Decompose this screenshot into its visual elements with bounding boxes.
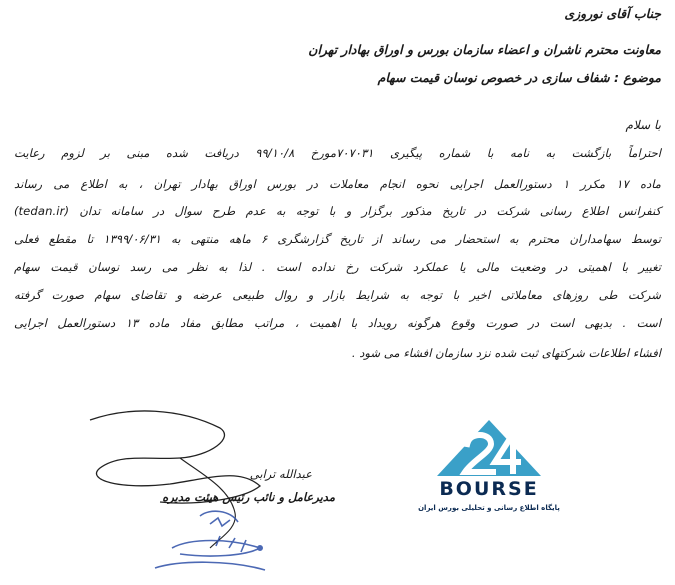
logo-tagline: پایگاه اطلاع رسانی و تحلیلی بورس ایران [418, 504, 560, 512]
body-line-4: توسط سهامداران محترم به استحضار می رساند از تاریخ گزارشگری ۶ ماهه منتهی به ۱۳۹۹/۰۶/۳۱ تا مقطع فعلی [14, 232, 661, 246]
logo-wordmark: BOURSE [439, 478, 539, 500]
body-line-7: است . بدیهی است در صورت وقوع هرگونه رویداد با اهمیت ، مراتب مطابق مفاد ماده ۱۳ دستورالعمل اجرایی [14, 316, 661, 330]
signatory-name: عبدالله ترابی [249, 467, 312, 481]
bourse-logo [405, 418, 573, 528]
signatory-title: مدیرعامل و نائب رئیس هیئت مدیره [162, 490, 335, 504]
subject-line: موضوع : شفاف سازی در خصوص نوسان قیمت سهام [377, 70, 661, 85]
body-line-5: تغییر با اهمیتی در وضعیت مالی یا عملکرد شرکت رخ نداده است . لذا به نظر می رسد نوسان قیمت سهام [14, 260, 661, 274]
bourse-24-triangle-icon [429, 418, 549, 478]
greeting: با سلام [625, 118, 661, 132]
body-line-3: کنفرانس اطلاع رسانی شرکت در تاریخ مذکور برگزار و با توجه به عدم طرح سوال در سامانه تدان (tedan.ir) [14, 204, 661, 218]
body-line-8: افشاء اطلاعات شرکتهای ثبت شده نزد سازمان افشاء می شود . [351, 346, 661, 360]
body-line-2: ماده ۱۷ مکرر ۱ دستورالعمل اجرایی نحوه انجام معاملات در بورس اوراق بهادار تهران ، به اطلاع می رساند [14, 177, 661, 191]
recipient-name: جناب آقای نوروزی [564, 6, 661, 21]
recipient-title: معاونت محترم ناشران و اعضاء سازمان بورس و اوراق بهادار تهران [308, 42, 661, 57]
body-line-1: احتراماً بازگشت به نامه با شماره پیگیری ۷۰۷۰۳۱مورخ ۹۹/۱۰/۸ دریافت شده مبنی بر لزوم رعایت [14, 146, 662, 160]
body-line-6: شرکت طی روزهای معاملاتی اخیر با توجه به شرایط بازار و روال طبیعی عرضه و تقاضای سهام صورت گرفته [14, 288, 661, 302]
